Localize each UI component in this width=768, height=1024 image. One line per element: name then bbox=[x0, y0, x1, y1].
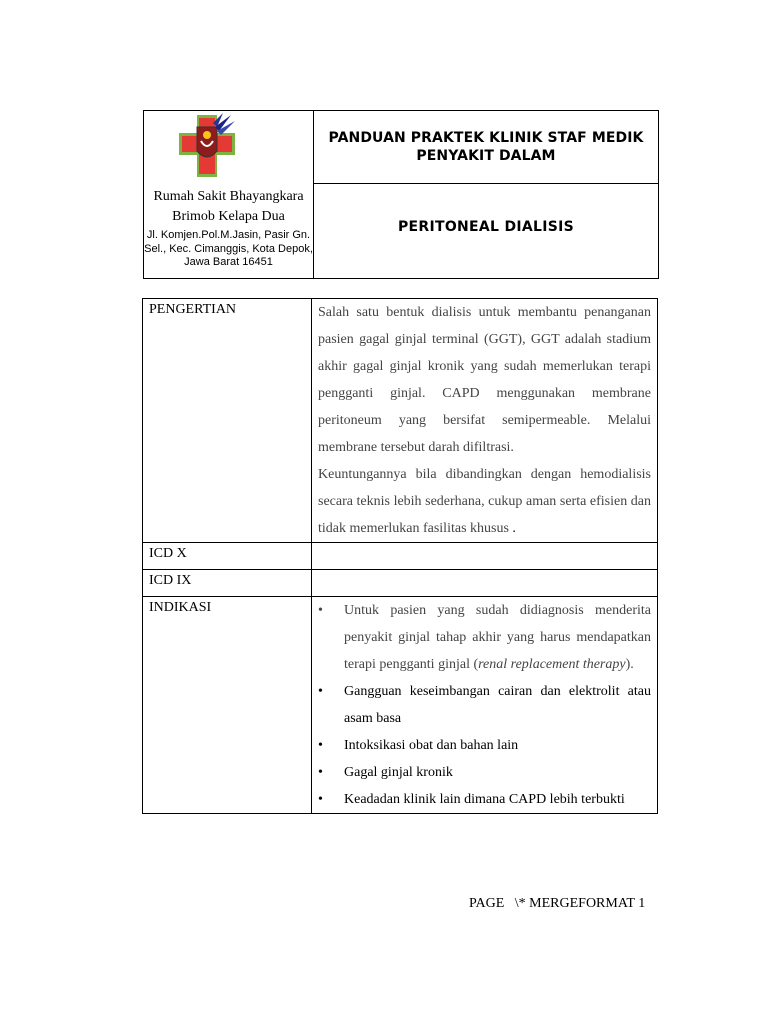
row-value-icd-x bbox=[312, 543, 658, 570]
pengertian-paragraph-1: Salah satu bentuk dialisis untuk membantu penanganan pasien gagal ginjal terminal (GGT), GGT adalah stadium akhir gagal ginjal kronik yang sudah memerlukan terapi pengganti ginjal. CAPD menggunakan membrane peritoneum yang bersifat semipermeable. Melalui membrane tersebut darah difiltrasi. bbox=[318, 305, 651, 455]
list-item bbox=[318, 597, 651, 678]
indikasi-1-end: ). bbox=[625, 657, 634, 672]
bullet-icon: • bbox=[318, 792, 323, 807]
list-item bbox=[318, 732, 651, 759]
document-header bbox=[143, 110, 659, 279]
indikasi-1-text: Untuk pasien yang sudah didiagnosis menderita penyakit ginjal tahap akhir yang harus mendapatkan terapi pengganti ginjal ( bbox=[344, 603, 651, 672]
list-item bbox=[318, 786, 651, 813]
table-row bbox=[143, 570, 658, 597]
bullet-icon: • bbox=[318, 765, 323, 780]
indikasi-5-text: Keadadan klinik lain dimana CAPD lebih terbukti bbox=[344, 792, 625, 807]
indikasi-3-text: Intoksikasi obat dan bahan lain bbox=[344, 738, 519, 753]
bullet-icon: • bbox=[318, 684, 323, 699]
row-label-icd-x: ICD X bbox=[143, 543, 312, 570]
pengertian-paragraph-2 bbox=[318, 461, 651, 542]
row-value-pengertian bbox=[312, 299, 658, 543]
page-number-field: PAGE \* MERGEFORMAT 1 bbox=[469, 896, 646, 911]
row-label-indikasi: INDIKASI bbox=[143, 597, 312, 814]
document-title: PANDUAN PRAKTEK KLINIK STAF MEDIK PENYAKIT DALAM bbox=[314, 111, 658, 184]
clinical-guideline-table bbox=[142, 298, 658, 814]
table-row bbox=[143, 543, 658, 570]
hospital-identity-cell bbox=[144, 111, 314, 278]
pengertian-paragraph-2-end: . bbox=[508, 521, 516, 536]
bullet-icon: • bbox=[318, 603, 323, 618]
row-label-icd-ix: ICD IX bbox=[143, 570, 312, 597]
hospital-logo-icon bbox=[177, 113, 237, 179]
list-item bbox=[318, 759, 651, 786]
hospital-address: Jl. Komjen.Pol.M.Jasin, Pasir Gn. Sel., Kec. Cimanggis, Kota Depok, Jawa Barat 16451 bbox=[144, 229, 313, 268]
table-row bbox=[143, 597, 658, 814]
indikasi-list bbox=[318, 597, 651, 813]
bullet-icon: • bbox=[318, 738, 323, 753]
row-label-pengertian: PENGERTIAN bbox=[143, 299, 312, 543]
pengertian-paragraph-2-text: Keuntungannya bila dibandingkan dengan hemodialisis secara teknis lebih sederhana, cukup aman serta efisien dan tidak memerlukan fasilitas khusus bbox=[318, 467, 651, 536]
document-subtitle: PERITONEAL DIALISIS bbox=[397, 219, 575, 235]
indikasi-1-italic: renal replacement therapy bbox=[478, 657, 626, 672]
indikasi-2-text: Gangguan keseimbangan cairan dan elektrolit atau asam basa bbox=[344, 684, 651, 726]
indikasi-4-text: Gagal ginjal kronik bbox=[344, 765, 453, 780]
table-row bbox=[143, 299, 658, 543]
row-value-icd-ix bbox=[312, 570, 658, 597]
hospital-name: Rumah Sakit Bhayangkara Brimob Kelapa Dua bbox=[153, 189, 304, 224]
row-value-indikasi bbox=[312, 597, 658, 814]
list-item bbox=[318, 678, 651, 732]
